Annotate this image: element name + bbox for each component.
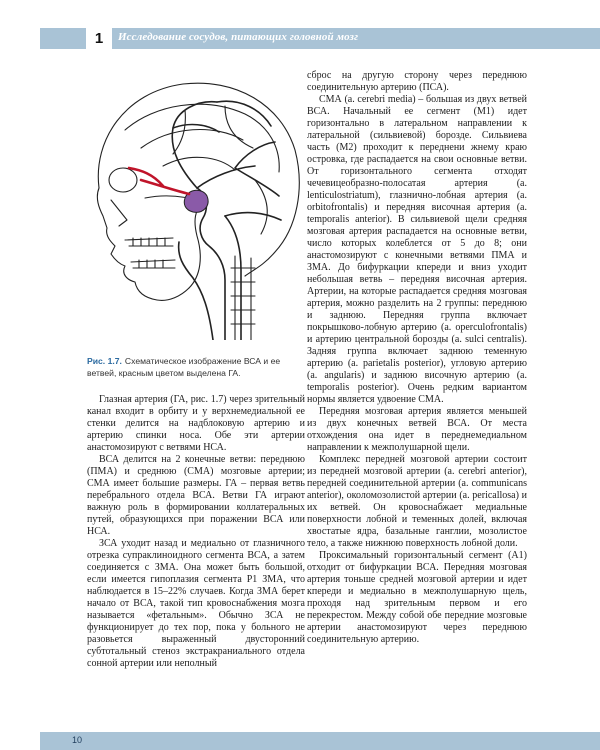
orbit [109, 168, 137, 192]
paragraph: Проксимальный горизонтальный сегмент (А1) отходит от бифуркации ВСА. Передняя мозговая артерия тоньше средней мозговой артерии и идет кпереди и медиально в межполушарную щель, проходя над зрительным первом и его перекрестом. Между собой обе передние мозговые артерии анастомозируют через переднюю соединительную артерию. [307, 550, 527, 645]
paragraph-continued: сброс на другую сторону через переднюю соединительную артерию (ПСА). [307, 70, 527, 93]
head-vessel-illustration [85, 70, 305, 340]
figure-label: Рис. 1.7. [87, 356, 122, 366]
paragraph: СМА (a. cerebri media) – большая из двух ветвей ВСА. Начальный ее сегмент (М1) идет горизонтально в латеральном направлении к латеральной (сильвиевой) борозде. Сильвиева часть (М2) проходит к переднени жнему краю островка, где распадается на свои основные ветви. От горизонтального сегмента отходят чечевицеобразно-полосатая артерия (a. lenticulostriatum), глазнично-лобная артерия (a. orbitofrontalis) и передняя височная артерия (a. temporalis anterior). В сильвиевой щели средняя мозговая артерия распадается на основные ветви, число которых колеблется от 5 до 8; они анастомозируют с конечными ветвями ПМА и ЗМА. До бифуркации кпереди и вниз уходит небольшая ветвь – передняя височная артерия. Артерии, на которые распадается средняя мозговая артерия, можно разделить на 2 группы: переднюю и заднюю. Передняя группа включает покрышково-лобную артерию (a. operculofrontalis) и артерию центральной борозды (a. sulci centralis). Задняя группа включает заднюю теменную артерию (a. parietalis posterior), угловую артерию (a. angularis) и заднюю височную артерию (a. temporalis posterior). Очень редким вариантом нормы является удвоение СМА. [307, 94, 527, 405]
chapter-title: Исследование сосудов, питающих головной мозг [118, 31, 359, 43]
face-outline [97, 188, 189, 300]
skull-outline [98, 83, 299, 276]
middle-cerebral-artery [197, 142, 279, 196]
paragraph: Глазная артерия (ГА, рис. 1.7) через зрительный канал входит в орбиту и у верхнемедиальной ее стенки делится на надблоковую артерию и артерию спинки носа. Обе эти артерии анастомозируют с ветвями НСА. [87, 394, 305, 453]
external-carotid-artery [179, 242, 213, 340]
posterior-cerebral-artery [225, 213, 281, 220]
paragraph: Комплекс передней мозговой артерии состоит из передней мозговой артерии (a. cerebri anterior), передней соединительной артерии (a. communicans anterior), околомозолистой артерии (a. pericallosa) и их ветвей. Он кровоснабжает медиальные поверхности лобной и теменных долей, включая хвостатые ядра, базальные ганглии, мозолистое тело, а также нижнюю поверхность лобной доли. [307, 454, 527, 549]
figure-ica-schematic [85, 70, 305, 340]
paragraph: ЗСА уходит назад и медиально от глазничного отрезка супраклиноидного сегмента ВСА, а затем соединяется с ЗМА. Она может быть большой, если имеется гипоплазия сегмента Р1 ЗМА, что наблюдается в 15–22% случаев. Когда ЗМА берет начало от ВСА, такой тип кровоснабжения мозга называется «фетальным». Обычно ЗСА не функционирует до тех пор, пока у больного не разовьется выраженный двусторонний субтотальный стеноз экстракраниального отдела сонной артерии или неполный [87, 538, 305, 669]
figure-caption-text: Схематическое изображение ВСА и ее ветвей, красным цветом выделена ГА. [87, 356, 281, 378]
spine [235, 256, 251, 340]
ophthalmic-artery [129, 168, 189, 194]
basilar-artery [225, 216, 241, 340]
page-number: 10 [72, 735, 83, 745]
chapter-number: 1 [86, 28, 112, 49]
figure-caption [87, 355, 305, 379]
left-text-column [87, 394, 305, 670]
paragraph: Передняя мозговая артерия является меньшей из двух конечных ветвей ВСА. От места отхождения она идет в переднемедиальном направлении к межполушарной щели. [307, 406, 527, 453]
footer-bar [40, 732, 600, 750]
paragraph: ВСА делится на 2 конечные ветви: переднюю (ПМА) и среднюю (СМА) мозговые артерии; СМА имеет большие размеры. ГА – первая ветвь перебрального отдела ВСА. Ветви ГА играют важную роль в формировании коллатеральных путей, образующихся при поражении ВСА или НСА. [87, 454, 305, 537]
right-text-column [307, 70, 527, 646]
